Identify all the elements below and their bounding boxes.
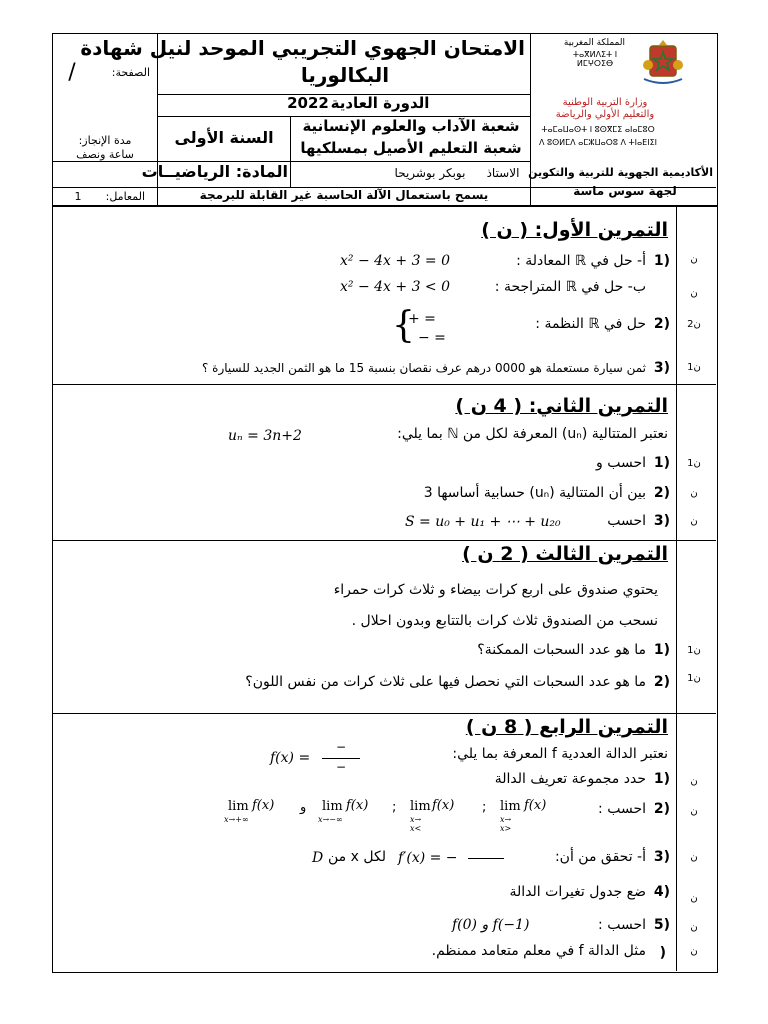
ex4-sep-and: و (300, 800, 307, 815)
ex1-system-eq-1: + = (408, 311, 436, 327)
logo-line-5: ⵜⴰⵎⴰⵡⴰⵙⵜ ⵏ ⵓⵙⴳⵎⵉ ⴰⵏⴰⵎⵓⵔ (541, 125, 655, 134)
ex4-points-5: ن (690, 922, 698, 933)
ex1-points-4: 1ن (687, 362, 701, 373)
ex3-line-2: نسحب من الصندوق ثلاث كرات بالتتابع وبدون احلال . (351, 613, 658, 629)
coef-value: 1 (74, 190, 82, 203)
ex2-points-1: 1ن (687, 458, 701, 469)
ex4-sep-semi-3: ; (482, 800, 487, 815)
ex4-intro: نعتبر الدالة العددية f المعرفة بما يلي: (452, 746, 668, 762)
ex4-q5-text: احسب : (598, 917, 646, 933)
duration-label: مدة الإنجاز: (78, 134, 132, 147)
ex1-q1b-text: ب- حل في ℝ المتراجحة : (494, 279, 646, 295)
ex2-sum-formula: S = u₀ + u₁ + ⋯ + u₂₀ (405, 514, 561, 530)
ex4-fraction-numerator: − (336, 740, 347, 754)
ex4-limit-3-sub: x→ x< (410, 815, 422, 833)
teacher-label: الاستاذ (486, 166, 520, 180)
ex4-q3-tail: لكل x من (328, 849, 386, 865)
ex4-points-3: ن (690, 852, 698, 863)
ex4-q5-values: f(0) و f(−1) (452, 917, 530, 933)
points-column-divider (676, 205, 677, 971)
ex2-points-2: ن (690, 488, 698, 499)
ex-separator-1 (52, 384, 716, 385)
ex2-q3-text: احسب (607, 513, 646, 529)
ex1-points-2: ن (690, 288, 698, 299)
ex4-limit-1-sub: x→+∞ (224, 815, 249, 824)
exam-title-line-2: البكالوريا (300, 63, 390, 87)
academy-name: الأكاديمية الجهوية للتربية والتكوين (528, 166, 713, 179)
logo-line-6: ⴷ ⵓⵙⵍⵎⴷ ⴰⵎⵣⵡⴰⵔⵓ ⴷ ⵜⵏⴰⴹⵏⵉⵏ (539, 138, 657, 147)
session-label: الدورة العادية (330, 94, 430, 112)
ex2-points-3: ن (690, 516, 698, 527)
ex2-intro: نعتبر المتتالية (uₙ) المعرفة لكل من ℕ بما يلي: (397, 426, 668, 442)
exercise-3-title: التمرين الثالث ( 2 ن ) (462, 543, 668, 565)
ex1-q1a-equation: x² − 4x + 3 = 0 (340, 253, 451, 269)
logo-line-2: ⵜⴰⴳⵍⴷⵉⵜ ⵏ ⵍⵎⵖⵔⵉⴱ (572, 50, 618, 68)
ex-separator-3 (52, 713, 716, 714)
ex4-fraction-bar (322, 758, 360, 759)
ex2-q2-text: بين أن المتتالية (uₙ) حسابية أساسها 3 (423, 485, 646, 501)
ex4-q5-number: 5) (653, 917, 670, 933)
subject-label: المادة: الرياضيــات (141, 162, 288, 181)
ex3-q2-text: ما هو عدد السحبات التي نحصل فيها على ثلاث كرات من نفس اللون؟ (245, 674, 646, 690)
ex4-derivative: f′(x) = − (398, 850, 458, 866)
ex1-points-1: ن (690, 254, 698, 265)
ex4-q6-number: ) (659, 945, 666, 961)
ex1-points-3: 2ن (687, 319, 701, 330)
ex4-q1-number: 1) (653, 771, 670, 787)
header-row-line-3 (52, 161, 530, 162)
ex1-q2-number: 2) (653, 316, 670, 332)
ex1-system-eq-2: − = (418, 330, 446, 346)
ex4-limit-1-word: lim (228, 799, 249, 814)
ex1-q2-text: حل في ℝ النظمة : (535, 316, 646, 332)
ex4-limit-4-fx: f(x) (524, 798, 547, 813)
ex4-fraction-denominator: − (336, 760, 347, 774)
system-brace-icon: { (392, 305, 415, 346)
exercise-4-title: التمرين الرابع ( 8 ن ) (465, 716, 668, 738)
duration-value: ساعة ونصف (76, 148, 134, 161)
ex1-q1b-inequality: x² − 4x + 3 < 0 (340, 279, 451, 295)
ex1-q1-number: 1) (653, 253, 670, 269)
logo-line-3: وزارة التربية الوطنية (562, 97, 648, 108)
ex4-q2-number: 2) (653, 801, 670, 817)
ex4-limit-3-word: lim (410, 799, 431, 814)
ex2-q1-text: احسب و (596, 455, 646, 471)
logo-line-1: المملكة المغربية (563, 38, 625, 48)
branch-line-1: شعبة الآداب والعلوم الإنسانية (302, 117, 520, 135)
logo-line-4: والتعليم الأولي والرياضة (555, 109, 655, 120)
page-label: الصفحة: (111, 66, 150, 79)
morocco-emblem-icon (640, 37, 686, 89)
ex4-limit-4-word: lim (500, 799, 521, 814)
ex3-line-1: يحتوي صندوق على اربع كرات بيضاء و ثلاث كرات حمراء (333, 582, 658, 598)
calculator-note: يسمح باستعمال الآلة الحاسبة غير القابلة للبرمجة (199, 188, 489, 202)
ex4-q3-number: 3) (653, 849, 670, 865)
ex4-derivative-fraction-bar (468, 858, 504, 859)
ex4-domain-symbol: D (312, 850, 324, 866)
ex4-limit-2-fx: f(x) (346, 798, 369, 813)
region-name: لجهة سوس ماسة (573, 184, 677, 198)
ex4-q3-text: أ- تحقق من أن: (554, 849, 646, 865)
ex2-q1-number: 1) (653, 455, 670, 471)
ex1-q3-text: ثمن سيارة مستعملة هو 0000 درهم عرف نقصان بنسبة 15 ما هو الثمن الجديد للسيارة ؟ (201, 361, 646, 375)
ex4-points-4: ن (690, 893, 698, 904)
ex4-limit-2-word: lim (322, 799, 343, 814)
ex4-limit-1-fx: f(x) (252, 798, 275, 813)
ex2-q2-number: 2) (653, 485, 670, 501)
ex4-sep-semi-2: ; (392, 800, 397, 815)
ex4-limit-3-fx: f(x) (432, 798, 455, 813)
coef-label: المعامل: (105, 190, 145, 203)
ex4-q4-number: 4) (653, 884, 670, 900)
exam-title-line-1: الامتحان الجهوي التجريبي الموحد لنيل شهادة (80, 36, 525, 60)
page-value: / (68, 60, 76, 85)
ex1-q1a-text: أ- حل في ℝ المعادلة : (516, 253, 646, 269)
ex3-q1-number: 1) (653, 642, 670, 658)
exercise-1-title: التمرين الأول: ( ن ) (481, 219, 668, 241)
year-label: السنة الأولى (174, 128, 274, 147)
ex4-q1-text: حدد مجموعة تعريف الدالة (494, 771, 646, 787)
ex3-points-2: 1ن (687, 673, 701, 684)
teacher-name: بوبكر بوشريحا (394, 166, 466, 180)
ex3-q2-number: 2) (653, 674, 670, 690)
ex4-limit-2-sub: x→−∞ (318, 815, 343, 824)
ex3-points-1: 1ن (687, 645, 701, 656)
header-divider-3 (290, 116, 291, 187)
ex4-q2-text: احسب : (598, 801, 646, 817)
ex4-q4-text: ضع جدول تغيرات الدالة (509, 884, 646, 900)
ex4-limit-4-sub: x→ x> (500, 815, 512, 833)
ex4-points-1: ن (690, 776, 698, 787)
session-year: 2022 (287, 94, 329, 112)
ex2-q3-number: 3) (653, 513, 670, 529)
ex-separator-2 (52, 540, 716, 541)
ex1-q3-number: 3) (653, 360, 670, 376)
ex4-points-2: ن (690, 806, 698, 817)
branch-line-2: شعبة التعليم الأصيل بمسلكيها (300, 139, 522, 157)
ex4-q6-text: مثل الدالة f في معلم متعامد ممنظم. (431, 943, 646, 959)
ex4-points-6: ن (690, 946, 698, 957)
ex2-sequence-formula: uₙ = 3n+2 (228, 428, 302, 444)
exercise-2-title: التمرين الثاني: ( 4 ن ) (455, 395, 668, 417)
header-divider-2 (530, 33, 531, 205)
ex3-q1-text: ما هو عدد السحبات الممكنة؟ (477, 642, 646, 658)
ex4-function-def: f(x) = (270, 750, 311, 766)
